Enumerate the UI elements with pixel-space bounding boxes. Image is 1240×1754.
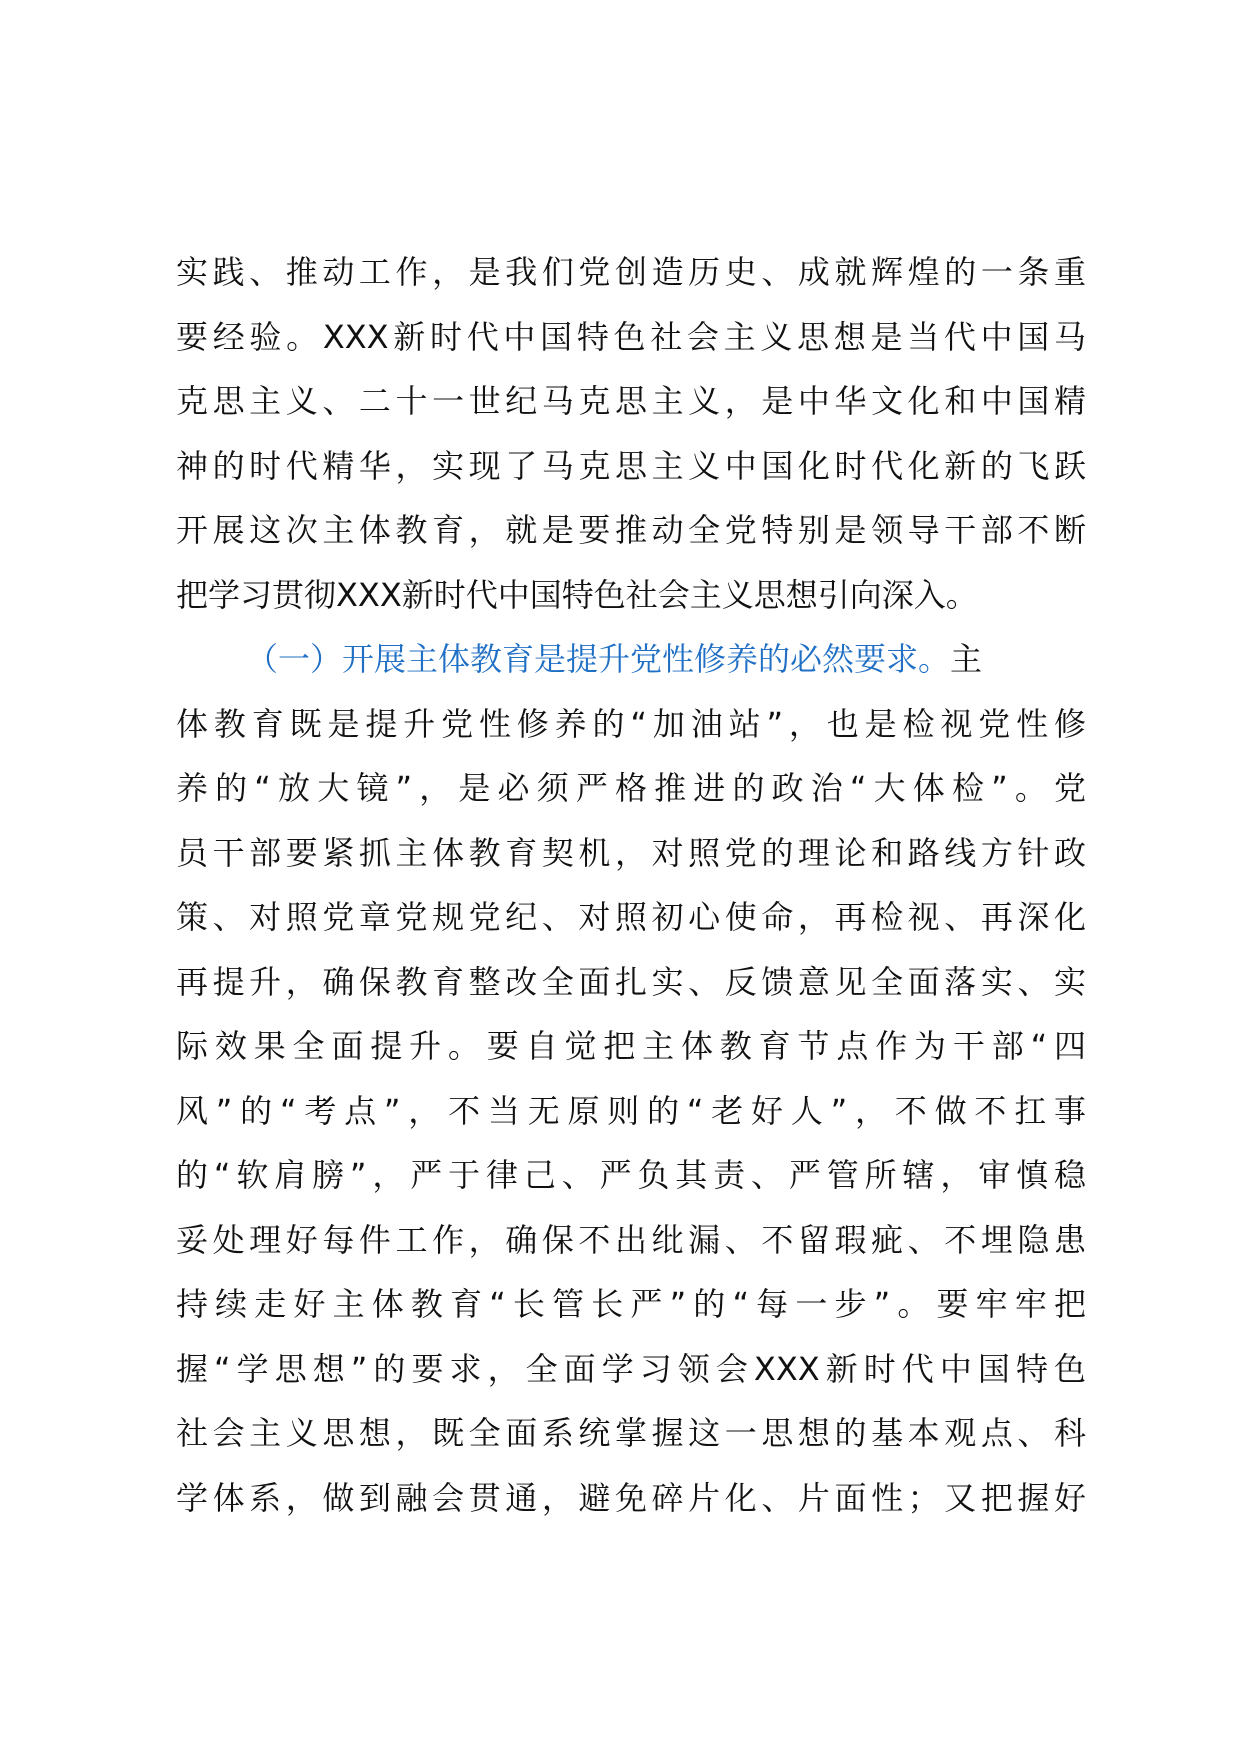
paragraph-1 [176,240,1086,627]
paragraph-line: 社会主义思想，既全面系统掌握这一思想的基本观点、科 [176,1414,1086,1452]
paragraph-line: 妥处理好每件工作，确保不出纰漏、不留瑕疵、不埋隐患 [176,1220,1086,1259]
paragraph-line: 持续走好主体教育“长管长严”的“每一步”。要牢牢把 [176,1285,1086,1323]
paragraph-line: 再提升，确保教育整改全面扎实、反馈意见全面落实、实 [176,962,1086,1001]
section-1 [176,627,1086,1530]
paragraph-line: 风”的“考点”，不当无原则的“老好人”，不做不扛事 [176,1091,1086,1130]
document-body [176,240,1086,1530]
paragraph-line: 学体系，做到融会贯通，避免碎片化、片面性；又把握好 [176,1478,1086,1517]
section-heading-line [176,627,1086,692]
section-heading-continuation: 主 [950,640,983,678]
paragraph-line: 员干部要紧抓主体教育契机，对照党的理论和路线方针政 [176,833,1086,872]
paragraph-line: 把学习贯彻XXX新时代中国特色社会主义思想引向深入。 [176,575,978,614]
paragraph-line: 实践、推动工作，是我们党创造历史、成就辉煌的一条重 [176,253,1086,291]
paragraph-line: 策、对照党章党规党纪、对照初心使命，再检视、再深化 [176,898,1086,936]
paragraph-line: 体教育既是提升党性修养的“加油站”，也是检视党性修 [176,704,1086,743]
paragraph-line: 克思主义、二十一世纪马克思主义，是中华文化和中国精 [176,382,1086,420]
paragraph-line: 际效果全面提升。要自觉把主体教育节点作为干部“四 [176,1027,1086,1065]
paragraph-line: 养的“放大镜”，是必须严格推进的政治“大体检”。党 [176,769,1086,807]
paragraph-line: 要经验。XXX新时代中国特色社会主义思想是当代中国马 [176,317,1086,356]
section-heading: （一）开展主体教育是提升党性修养的必然要求。 [246,640,951,678]
paragraph-line: 神的时代精华，实现了马克思主义中国化时代化新的飞跃 [176,446,1086,485]
paragraph-line: 握“学思想”的要求，全面学习领会XXX新时代中国特色 [176,1349,1086,1388]
paragraph-line: 的“软肩膀”，严于律己、严负其责、严管所辖，审慎稳 [176,1156,1086,1194]
paragraph-line: 开展这次主体教育，就是要推动全党特别是领导干部不断 [176,511,1086,549]
